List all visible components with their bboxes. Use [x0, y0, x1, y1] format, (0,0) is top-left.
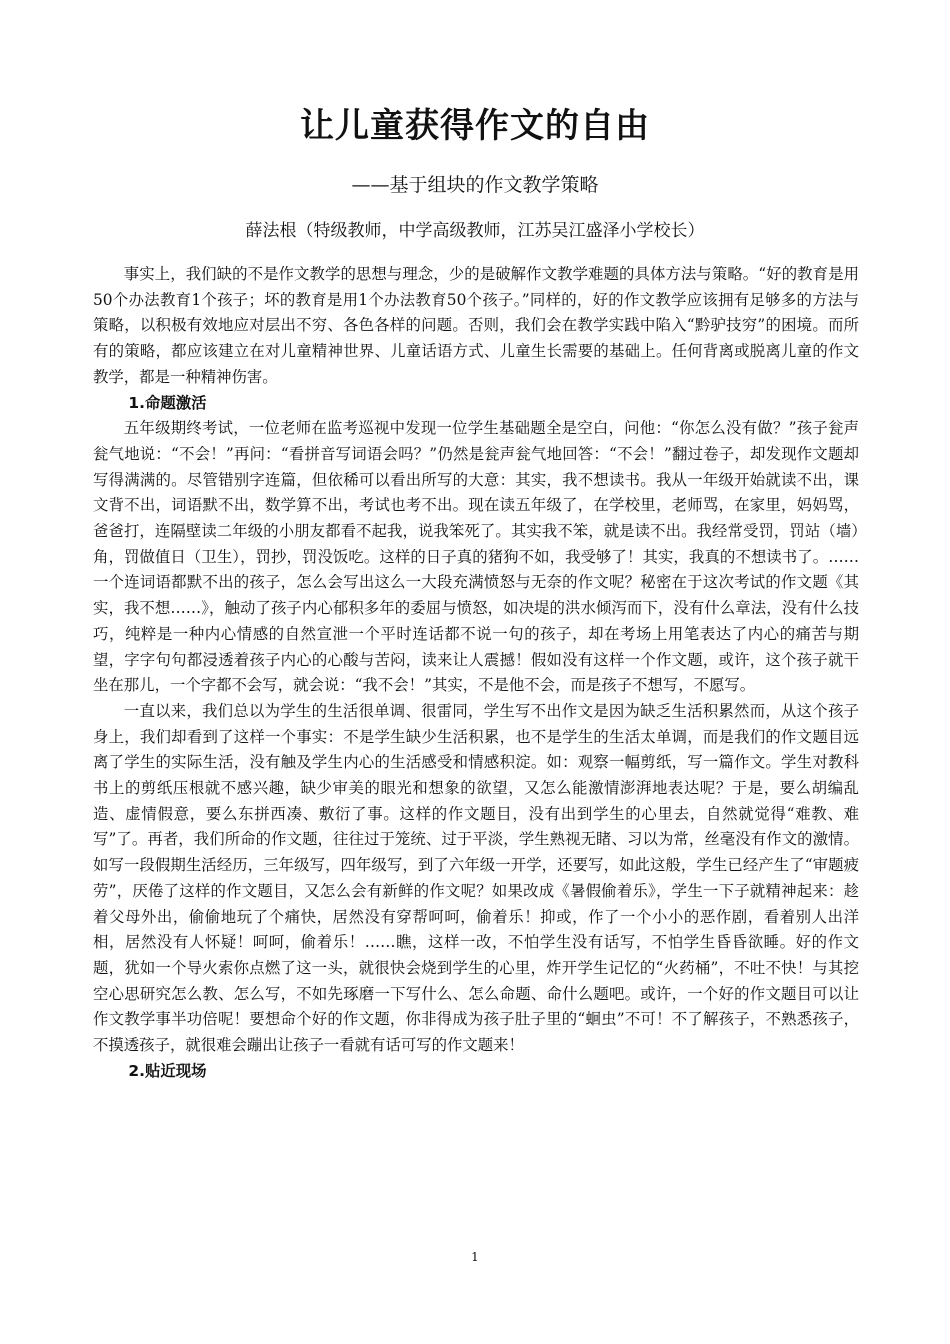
author-line: 薛法根（特级教师，中学高级教师，江苏吴江盛泽小学校长）: [245, 221, 705, 241]
section-1-paragraph-2: 一直以来，我们总以为学生的生活很单调、很雷同，学生写不出作文是因为缺乏生活积累然而，从这个孩子身上，我们却看到了这样一个事实：不是学生缺少生活积累，也不是学生的生活太单调，而是我们的作文题目远离了学生的实际生活，没有触及学生内心的生活感受和情感积淀。如：观察一幅剪纸，写一篇作文。学生对教科书上的剪纸压根就不感兴趣，缺少审美的眼光和想象的欲望，又怎么能激情澎湃地表达呢？于是，要么胡编乱造、虚情假意，要么东拼西凑、敷衍了事。这样的作文题目，没有出到学生的心里去，自然就觉得“难教、难写”了。再者，我们所命的作文题，往往过于笼统、过于平淡，学生熟视无睹、习以为常，丝毫没有作文的激情。如写一段假期生活经历，三年级写，四年级写，到了六年级一开学，还要写，如此这般，学生已经产生了“审题疲劳”，厌倦了这样的作文题目，又怎么会有新鲜的作文呢？如果改成《暑假偷着乐》，学生一下子就精神起来：趁着父母外出，偷偷地玩了个痛快，居然没有穿帮呵呵，偷着乐！抑或，作了一个小小的恶作剧，看着别人出洋相，居然没有人怀疑！呵呵，偷着乐！……瞧，这样一改，不怕学生没有话写，不怕学生昏昏欲睡。好的作文题，犹如一个导火索你点燃了这一头，就很快会烧到学生的心里，炸开学生记忆的“火药桶”，不吐不快！与其挖空心思研究怎么教、怎么写，不如先琢磨一下写什么、怎么命题、命什么题吧。或许，一个好的作文题目可以让作文教学事半功倍呢！要想命个好的作文题，你非得成为孩子肚子里的“蛔虫”不可！不了解孩子，不熟悉孩子，不摸透孩子，就很难会蹦出让孩子一看就有话可写的作文题来！: [93, 701, 859, 1055]
section-1-paragraph-1: 五年级期终考试，一位老师在监考巡视中发现一位学生基础题全是空白，问他：“你怎么没有做？”孩子瓮声瓮气地说：“不会！”再问：“看拼音写词语会吗？”仍然是瓮声瓮气地回答：“不会！”翻过卷子，却发现作文题却写得满满的。尽管错别字连篇，但依稀可以看出所写的大意：其实，我不想读书。我从一年级开始就读不出，课文背不出，词语默不出，数学算不出，考试也考不出。现在读五年级了，在学校里，老师骂，在家里，妈妈骂，爸爸打，连隔壁读二年级的小朋友都看不起我，说我笨死了。其实我不笨，就是读不出。我经常受罚，罚站（墙）角，罚做值日（卫生），罚抄，罚没饭吃。这样的日子真的猪狗不如，我受够了！其实，我真的不想读书了。……一个连词语都默不出的孩子，怎么会写出这么一大段充满愤怒与无奈的作文呢？秘密在于这次考试的作文题《其实，我不想……》，触动了孩子内心郁积多年的委屈与愤怒，如决堤的洪水倾泻而下，没有什么章法，没有什么技巧，纯粹是一种内心情感的自然宣泄一个平时连话都不说一句的孩子，却在考场上用笔表达了内心的痛苦与期望，字字句句都浸透着孩子内心的心酸与苦闷，读来让人震撼！假如没有这样一个作文题，或许，这个孩子就干坐在那儿，一个字都不会写，就会说：“我不会！”其实，不是他不会，而是孩子不想写，不愿写。: [93, 419, 859, 695]
section-heading-2: 2.贴近现场: [128, 1061, 207, 1080]
intro-paragraph: 事实上，我们缺的不是作文教学的思想与理念，少的是破解作文教学难题的具体方法与策略。“好的教育是用50个办法教育1个孩子；坏的教育是用1个办法教育50个孩子。”同样的，好的作文教学应该拥有足够多的方法与策略，以积极有效地应对层出不穷、各色各样的问题。否则，我们会在教学实践中陷入“黔驴技穷”的困境。而所有的策略，都应该建立在对儿童精神世界、儿童话语方式、儿童生长需要的基础上。任何背离或脱离儿童的作文教学，都是一种精神伤害。: [93, 265, 859, 386]
document-title: 让儿童获得作文的自由: [300, 106, 650, 146]
document-body: [93, 262, 859, 1085]
document-subtitle: ——基于组块的作文教学策略: [351, 174, 599, 196]
page-number: 1: [471, 1250, 479, 1264]
section-heading-1: 1.命题激活: [128, 393, 207, 412]
